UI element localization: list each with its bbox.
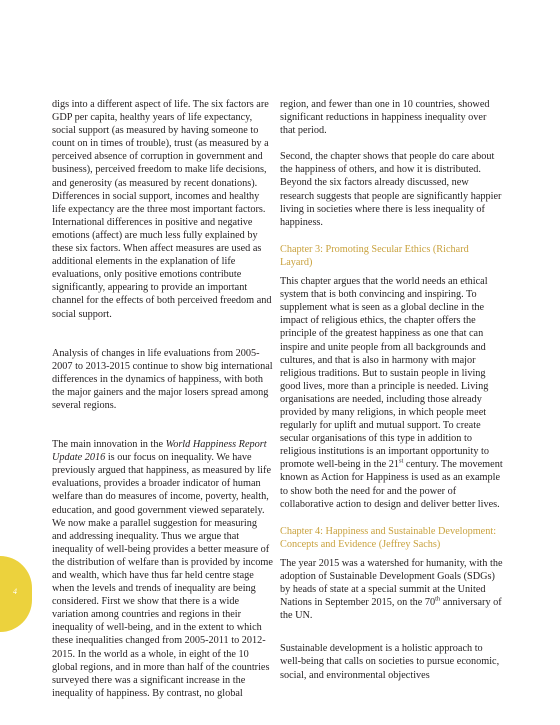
paragraph-text: The year 2015 was a watershed for humanity, with the adoption of Sustainable Development Goals (SDGs) by heads of state at a special summit at the United Nations in September 2015, on the 70 xyxy=(280,557,503,609)
report-title: World Happiness Report Update 2016 xyxy=(52,439,267,464)
right-column xyxy=(280,98,503,682)
paragraph-text: is our focus on inequality. We have previously argued that happiness, as measured by life evaluations, provides a broader indicator of human welfare than do measures of income, poverty, health, education, and good government viewed separately. We now make a parallel suggestion for measuring and addressing inequality. Thus we argue that inequality of well-being provides a better measure of the distribution of welfare than is provided by income and wealth, which have thus far held centre stage when the levels and trends of inequality are being considered. First we show that there is a wide variation among countries and regions in their inequality of well-being, and in the extent to which these inequalities changed from 2005-2011 to 2012-2015. In the world as a whole, in eight of the 10 global regions, and in more than half of the countries surveyed there was a significant increase in the inequality of happiness. By contrast, no global xyxy=(52,452,273,699)
chapter-3-heading: Chapter 3: Promoting Secular Ethics (Richard Layard) xyxy=(280,243,469,268)
paragraph: digs into a different aspect of life. The six factors are GDP per capita, healthy years of life expectancy, social support (as measured by having someone to count on in times of trouble), trust (as measured by a perceived absence of corruption in government and business), perceived freedom to make life decisions, and generosity (as measured by recent donations). Differences in social support, incomes and healthy life expectancy are the three most important factors. International differences in positive and negative emotions (affect) are much less fully explained by these six factors. When affect measures are used as additional elements in the explanation of life evaluations, only positive emotions contribute significantly, appearing to provide an important channel for the effects of both perceived freedom and social support. xyxy=(52,99,272,320)
paragraph-text: This chapter argues that the world needs an ethical system that is both convincing and inspiring. To supplement what is seen as a global decline in the impact of religious ethics, the chapter offers the principle of the greatest happiness as one that can inspire and unite people from all backgrounds and cultures, and that is also in harmony with major religious traditions. But to sustain people in living good lives, more than a principle is needed. Living organisations are needed, including those already provided by many religions, in which people meet regularly for uplift and mutual support. To create secular organisations of this type in addition to religious institutions is an important opportunity to promote well-being in the 21 xyxy=(280,276,489,471)
paragraph xyxy=(280,557,503,622)
superscript: st xyxy=(399,457,404,465)
superscript: th xyxy=(435,595,441,603)
paragraph xyxy=(52,438,274,700)
paragraph xyxy=(280,275,503,511)
page-number-tab xyxy=(0,556,32,632)
paragraph: Second, the chapter shows that people do care about the happiness of others, and how it is distributed. Beyond the six factors already discussed, new research suggests that people are significantly happier living in societies where there is less inequality of happiness. xyxy=(280,151,502,228)
left-column xyxy=(52,98,274,700)
page-number: 4 xyxy=(13,587,17,596)
paragraph: Sustainable development is a holistic approach to well-being that calls on societies to pursue economic, social, and environmental objectives xyxy=(280,643,500,681)
paragraph-text: anniversary of the UN. xyxy=(280,597,502,622)
paragraph-text: century. The movement known as Action for Happiness is used as an example to show both the need for and the power of collaborative action to design and deliver better lives. xyxy=(280,459,503,510)
paragraph-text: The main innovation in the xyxy=(52,439,166,451)
paragraph: region, and fewer than one in 10 countries, showed significant reductions in happiness inequality over that period. xyxy=(280,99,490,137)
chapter-4-heading: Chapter 4: Happiness and Sustainable Development: Concepts and Evidence (Jeffrey Sachs) xyxy=(280,525,497,550)
paragraph: Analysis of changes in life evaluations from 2005-2007 to 2013-2015 continue to show big international differences in the dynamics of happiness, with both the major gainers and the major losers spread among several regions. xyxy=(52,347,273,411)
